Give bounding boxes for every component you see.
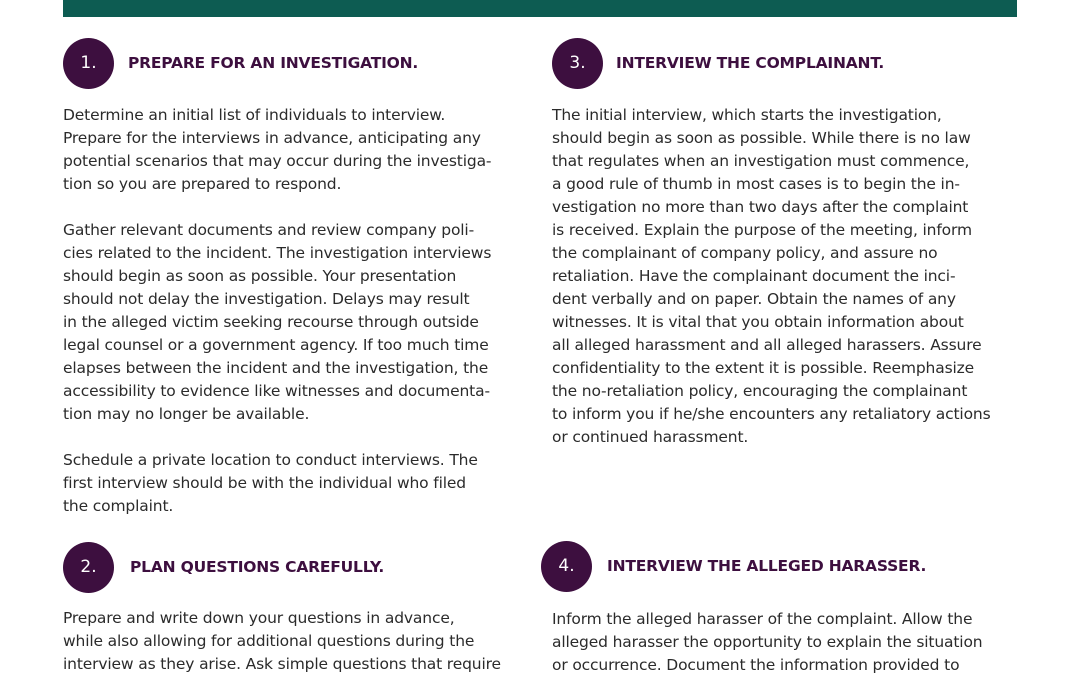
step-paragraph: The initial interview, which starts the investigation, should begin as soon as possible. While there is no law that regulates when an investigation must commence, a good rule of thumb in most cases is to begin the in- vestigation no more than two days after the complaint is received. Explain the purpose of the meeting, inform the complainant of company policy, and assure no retaliation. Have the complainant document the inci- dent verbally and on paper. Obtain the names of any witnesses. It is vital that you obtain information about all alleged harassment and all alleged harassers. Assure confidentiality to the extent it is possible. Reemphasize the no-retaliation policy, encouraging the complainant to inform you if he/she encounters any retaliatory actions or continued harassment.	[552, 106, 991, 446]
step-paragraph: Inform the alleged harasser of the complaint. Allow the alleged harasser the opportunity to explain the situation or occurrence. Document the information provided to	[552, 610, 983, 674]
step-number-badge: 4.	[541, 541, 592, 592]
step-number-badge: 1.	[63, 38, 114, 89]
step-heading: PLAN QUESTIONS CAREFULLY.	[130, 558, 385, 576]
step-2-header	[63, 542, 543, 594]
step-number-badge: 3.	[552, 38, 603, 89]
step-4-header	[541, 541, 1021, 593]
top-banner	[63, 0, 1017, 17]
step-number-badge: 2.	[63, 542, 114, 593]
step-3-header	[552, 38, 1032, 90]
step-paragraph: Prepare and write down your questions in advance, while also allowing for additional questions during the interview as they arise. Ask simple questions that require	[63, 609, 501, 673]
step-heading: INTERVIEW THE COMPLAINANT.	[616, 54, 885, 72]
step-1-header	[63, 38, 543, 90]
step-heading: PREPARE FOR AN INVESTIGATION.	[128, 54, 419, 72]
step-heading: INTERVIEW THE ALLEGED HARASSER.	[607, 557, 927, 575]
step-paragraph: Schedule a private location to conduct interviews. The first interview should be with the individual who filed the complaint.	[63, 451, 478, 515]
step-paragraph: Determine an initial list of individuals to interview. Prepare for the interviews in advance, anticipating any potential scenarios that may occur during the investiga- tion so you are prepared to respond.	[63, 106, 492, 193]
step-paragraph: Gather relevant documents and review company poli- cies related to the incident. The investigation interviews should begin as soon as possible. Your presentation should not delay the investigation. Delays may result in the alleged victim seeking recourse through outside legal counsel or a government agency. If too much time elapses between the incident and the investigation, the accessibility to evidence like witnesses and documenta- tion may no longer be available.	[63, 221, 492, 423]
